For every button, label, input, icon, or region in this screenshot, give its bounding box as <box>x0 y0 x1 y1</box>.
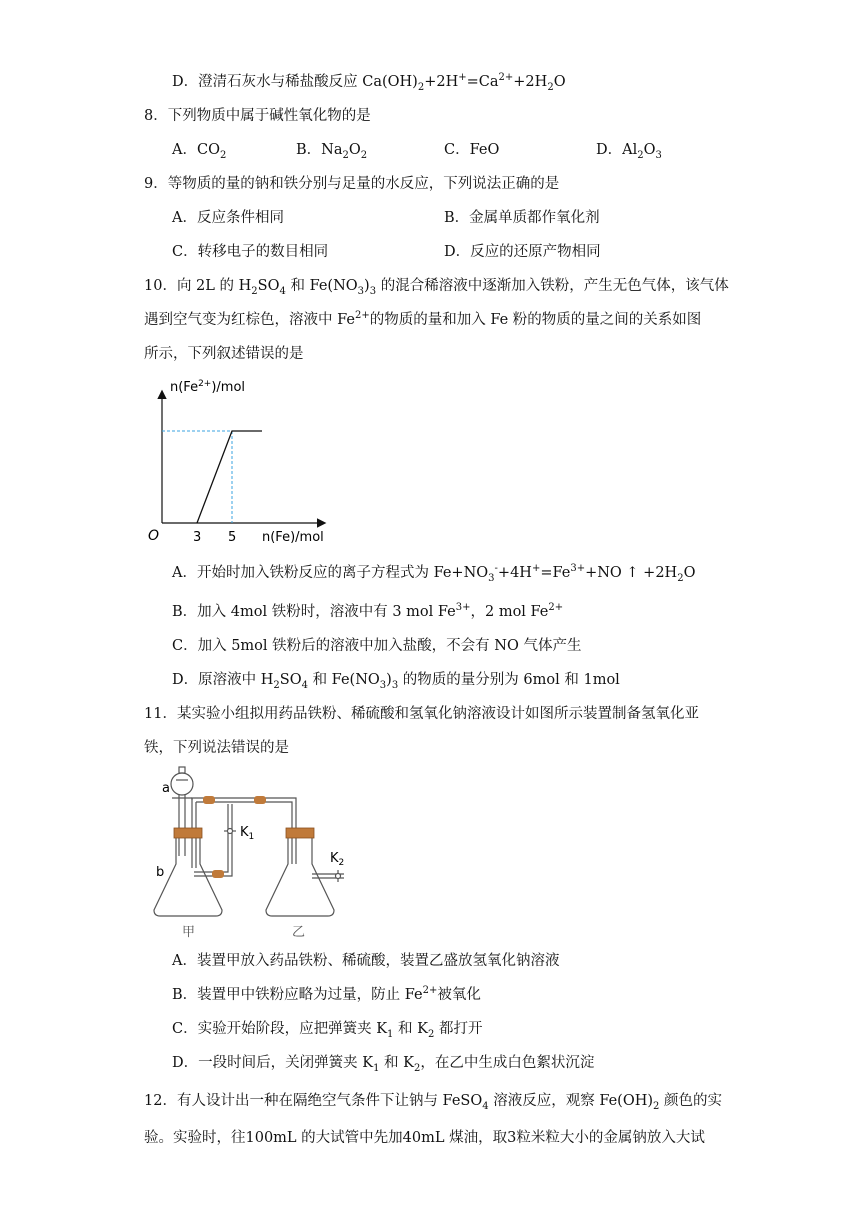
label-k2: $K_2$ <box>330 851 345 868</box>
q8-option-c: C．FeO <box>444 142 500 158</box>
q8-option-a: A．$CO_2$ <box>172 142 227 161</box>
q10-stem-line3: 所示，下列叙述错误的是 <box>144 346 304 362</box>
label-yi: 乙 <box>292 925 306 940</box>
q7-option-d: D．澄清石灰水与稀盐酸反应 $Ca(OH)_2+2H^+=Ca^{2+}+2H_2O$ <box>172 72 566 93</box>
y-axis-label: $n(Fe^{2+})$/mol <box>170 379 246 395</box>
x-axis-label: n(Fe)/mol <box>262 530 324 545</box>
tick-label-3: 3 <box>193 530 202 545</box>
q9-option-c: C．转移电子的数目相同 <box>172 244 329 260</box>
q8-option-b: B．$Na_2O_2$ <box>296 142 368 161</box>
q10-stem-line1: 10．向 2L 的 $H_2SO_4$ 和 $Fe(NO_3)_3$ 的混合稀溶液中逐渐加入铁粉，产生无色气体，该气体 <box>144 278 729 297</box>
flask-yi <box>266 836 334 916</box>
stopper-jia <box>174 828 202 838</box>
q9-option-b: B．金属单质都作氧化剂 <box>444 210 600 226</box>
q9-option-d: D．反应的还原产物相同 <box>444 244 601 260</box>
q9-stem: 9．等物质的量的钠和铁分别与足量的水反应，下列说法正确的是 <box>144 176 560 192</box>
q12-stem-line2: 验。实验时，往100mL 的大试管中先加40mL 煤油，取3粒米粒大小的金属钠放入大试 <box>144 1130 705 1146</box>
stopper-yi <box>286 828 314 838</box>
clamp-k2 <box>336 870 341 882</box>
q11-stem-line2: 铁，下列说法错误的是 <box>144 740 289 756</box>
q11-option-a: A．装置甲放入药品铁粉、稀硫酸，装置乙盛放氢氧化钠溶液 <box>172 953 560 969</box>
tick-label-5: 5 <box>228 530 237 545</box>
q10-graph <box>140 370 350 550</box>
clamp-k1 <box>224 829 236 834</box>
fe2-curve <box>197 431 262 523</box>
q10-option-c: C．加入 5mol 铁粉后的溶液中加入盐酸，不会有 NO 气体产生 <box>172 638 582 654</box>
q12-stem-line1: 12．有人设计出一种在隔绝空气条件下让钠与 FeSO$_4$ 溶液反应，观察 $Fe(OH)_2$ 颜色的实 <box>144 1093 723 1112</box>
q11-option-d: D．一段时间后，关闭弹簧夹 $K_1$ 和 $K_2$，在乙中生成白色絮状沉淀 <box>172 1055 595 1074</box>
q11-option-b: B．装置甲中铁粉应略为过量，防止 $Fe^{2+}$被氧化 <box>172 985 481 1003</box>
q10-option-a: A．开始时加入铁粉反应的离子方程式为 $Fe+NO_3^-+4H^+=Fe^{3+}+NO$ ↑ $+2H_2O$ <box>172 563 696 584</box>
label-k1: $K_1$ <box>240 825 255 842</box>
funnel-stopper <box>179 767 185 773</box>
q11-apparatus <box>148 764 368 942</box>
funnel-bulb <box>171 773 193 795</box>
origin-label: O <box>148 528 160 544</box>
q11-stem-line1: 11．某实验小组拟用药品铁粉、稀硫酸和氢氧化钠溶液设计如图所示装置制备氢氧化亚 <box>144 706 699 722</box>
rubber-joints <box>203 796 266 878</box>
label-b: b <box>156 865 165 880</box>
q10-option-b: B．加入 4mol 铁粉时，溶液中有 3 mol $Fe^{3+}$，2 mol $Fe^{2+}$ <box>172 602 564 620</box>
q8-stem: 8．下列物质中属于碱性氧化物的是 <box>144 108 371 124</box>
q10-stem-line2: 遇到空气变为红棕色，溶液中 $Fe^{2+}$的物质的量和加入 Fe 粉的物质的量之间的关系如图 <box>144 310 702 328</box>
q11-option-c: C．实验开始阶段，应把弹簧夹 $K_1$ 和 $K_2$ 都打开 <box>172 1021 483 1040</box>
label-jia: 甲 <box>182 925 196 940</box>
q8-option-d: D．$Al_2O_3$ <box>596 142 662 161</box>
label-a: a <box>162 781 170 796</box>
q10-option-d: D．原溶液中 $H_2SO_4$ 和 $Fe(NO_3)_3$ 的物质的量分别为 6mol 和 1mol <box>172 672 620 691</box>
q9-option-a: A．反应条件相同 <box>172 210 284 226</box>
